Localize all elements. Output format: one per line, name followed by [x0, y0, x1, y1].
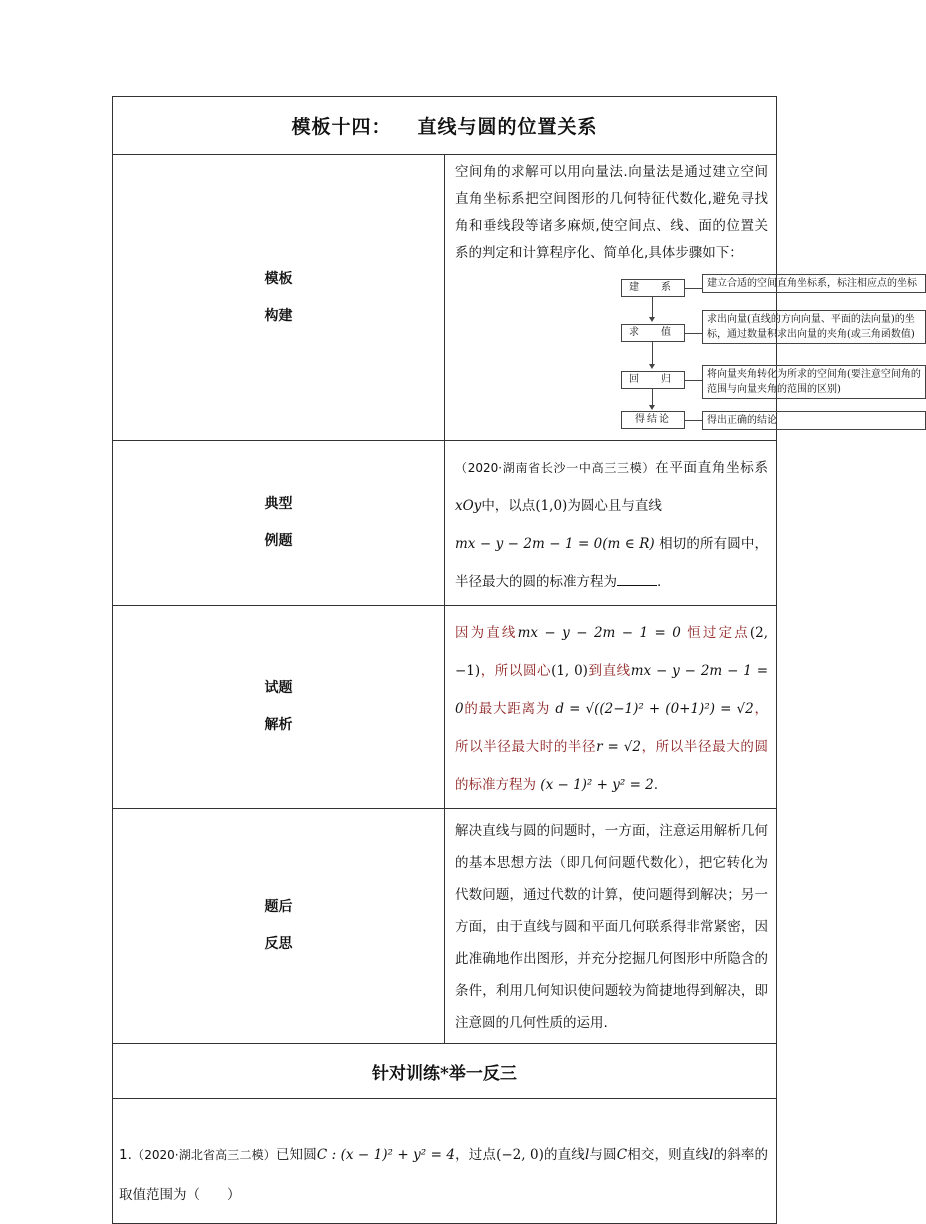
equation: mx − y − 2m − 1 = 0: [517, 625, 681, 641]
arrow-down-icon: [649, 317, 655, 322]
point-math: (1,0): [535, 498, 568, 514]
template-table: [112, 96, 921, 1224]
text: ，过点: [454, 1147, 497, 1163]
text: 在平面直角坐标系: [655, 460, 769, 476]
example-text: [455, 449, 768, 601]
point-math: (1, 0): [551, 663, 588, 679]
label-template: [113, 155, 445, 441]
reflection-content: [445, 809, 777, 1044]
example-source: （2020·湖南省长沙一中高三三模）: [455, 461, 656, 475]
label-line-2: 例题: [264, 533, 293, 549]
flow-arrow-line: [652, 389, 653, 405]
label-line-2: 构建: [264, 307, 293, 324]
answer-equation: (x − 1)² + y² = 2: [540, 777, 654, 793]
text: 相交，则直线: [627, 1147, 710, 1163]
circle-symbol: C: [616, 1147, 628, 1163]
text: 相切的所有圆中，半径最大的圆的标准方程为: [455, 536, 769, 590]
reflection-text: 解决直线与圆的问题时，一方面，注意运用解析几何的基本思想方法（即几何问题代数化），把它转化为代数问题，通过代数的计算，使问题得到解决；另一方面，由于直线与圆和平面几何联系得非常紧密，因此准确地作出图形，并充分挖掘几何图形中所隐含的条件，利用几何知识使问题较为简捷地得到解决，即注意圆的几何性质的运用.: [455, 823, 768, 1031]
question-cell: [113, 1099, 777, 1224]
training-title-cell: [113, 1044, 777, 1099]
example-content: [445, 441, 777, 606]
text: .: [653, 777, 659, 793]
template-text: 空间角的求解可以用向量法.向量法是通过建立空间直角坐标系把空间图形的几何特征代数化,避免寻找角和垂线段等诸多麻烦,使空间点、线、面的位置关系的判定和计算程序化、简单化,具体步骤如下：: [455, 164, 768, 261]
distance-formula: d = √((2−1)² + (0+1)²) = √2: [555, 701, 754, 717]
flow-step-setup: 建 系: [621, 279, 685, 297]
radius-math: r = √2: [596, 739, 641, 755]
flow-desc-compute: 求出向量(直线的方向向量、平面的法向量)的坐标，通过数量积求出向量的夹角(或三角函数值): [702, 310, 926, 344]
analysis-content: [445, 606, 777, 809]
label-line-1: 题后: [264, 899, 293, 915]
flowchart: [621, 273, 921, 433]
flow-desc-return: 将向量夹角转化为所求的空间角(要注意空间角的范围与向量夹角的范围的区别): [702, 365, 926, 399]
flow-connector: [684, 420, 702, 421]
label-example: [113, 441, 445, 606]
circle-equation: C : (x − 1)² + y² = 4: [316, 1147, 455, 1163]
label-analysis: [113, 606, 445, 809]
page-title: [291, 116, 597, 138]
flow-desc-setup: 建立合适的空间直角坐标系，标注相应点的坐标: [702, 274, 926, 293]
text: 与圆: [589, 1147, 617, 1163]
arrow-down-icon: [649, 405, 655, 410]
title-cell: [113, 97, 777, 155]
point-math: (−2, 0): [496, 1147, 544, 1163]
flow-step-return: 回 归: [621, 371, 685, 389]
text: 因为直线: [455, 625, 518, 641]
text: 中，以点: [481, 498, 536, 514]
text: 到直线: [587, 663, 631, 679]
template-content: [445, 155, 921, 441]
answer-blank: [617, 571, 657, 586]
flow-step-conclude: 得结论: [621, 411, 685, 429]
flow-step-compute: 求 值: [621, 324, 685, 342]
question-1: [119, 1135, 768, 1215]
question-source: （2020·湖北省高三二模）: [131, 1148, 276, 1162]
title-topic: 直线与圆的位置关系: [417, 116, 598, 138]
text: 的斜率的取值范围为（ ）: [119, 1147, 769, 1203]
text: 的直线: [543, 1147, 585, 1163]
label-line-2: 解析: [264, 717, 293, 733]
flow-connector: [684, 380, 702, 381]
question-number: 1.: [119, 1147, 132, 1163]
document-sheet: [112, 96, 921, 1203]
training-title: 针对训练*举一反三: [372, 1063, 517, 1084]
point-math: (2, −1): [455, 625, 769, 679]
text: .: [657, 574, 662, 590]
text: 的最大距离为: [463, 701, 551, 717]
text: ，所以半径最大的圆的标准方程为: [455, 739, 769, 793]
arrow-down-icon: [649, 364, 655, 369]
label-line-1: 模板: [264, 270, 293, 287]
label-line-1: 典型: [264, 496, 293, 512]
text: 为圆心且与直线: [567, 498, 662, 514]
line-symbol: l: [709, 1147, 714, 1163]
text: ，所以圆心: [480, 663, 552, 679]
label-reflection: [113, 809, 445, 1044]
text: 恒过定点: [687, 625, 750, 641]
flow-arrow-line: [652, 297, 653, 317]
text: ，所以半径最大时的半径: [455, 701, 769, 755]
text: 已知圆: [275, 1147, 317, 1163]
line-symbol: l: [584, 1147, 590, 1163]
title-prefix: 模板十四：: [291, 116, 392, 138]
condition-math: (m ∈ R): [602, 536, 655, 552]
label-line-2: 反思: [264, 936, 293, 952]
label-line-1: 试题: [264, 680, 293, 696]
equation: mx − y − 2m − 1 = 0: [455, 663, 769, 717]
flow-connector: [684, 288, 702, 289]
analysis-text: [455, 614, 768, 804]
flow-desc-conclude: 得出正确的结论: [702, 411, 926, 430]
line-equation: mx − y − 2m − 1 = 0: [455, 536, 603, 552]
coordinate-system: xOy: [455, 498, 482, 514]
flow-arrow-line: [652, 342, 653, 364]
flow-connector: [684, 333, 702, 334]
